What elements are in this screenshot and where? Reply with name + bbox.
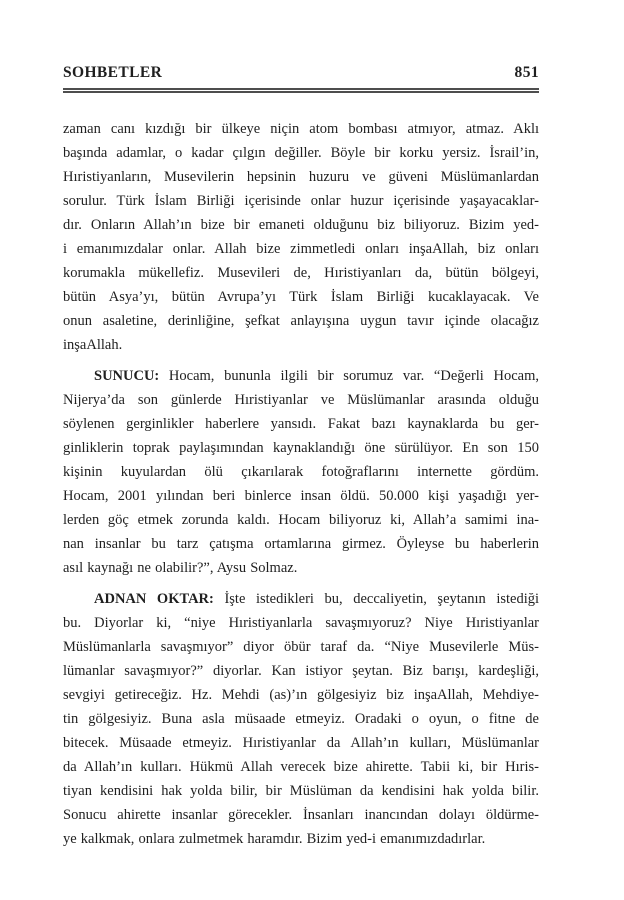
text-line xyxy=(63,364,539,388)
text-line: korumakla mükellefiz. Musevileri de, Hıristiyanları da, bütün bölgeyi, xyxy=(63,265,539,281)
text-line: Nijerya’da son günlerde Hıristiyanlar ve Müslümanlar arasında olduğu xyxy=(63,392,539,408)
text-line: ye kalkmak, onlara zulmetmek haramdır. Bizim yed-i emanımızdadırlar. xyxy=(63,831,486,847)
text-line: i emanımızdalar onlar. Allah bize zimmetledi onları inşaAllah, biz onları xyxy=(63,241,539,257)
text-line: bitecek. Müsaade etmeyiz. Hıristiyanlar da Allah’ın kulları, Müslümanlar xyxy=(63,735,539,751)
text-line: dır. Onların Allah’ın bize bir emaneti olduğunu biz biliyoruz. Bizim yed- xyxy=(63,217,539,233)
text-line: lerden göç etmek zorunda kaldı. Hocam biliyoruz ki, Allah’a samimi ina- xyxy=(63,512,539,528)
speaker-name: SUNUCU: xyxy=(94,368,160,384)
text-line: lümanlar savaşmıyor?” diyorlar. Kan istiyor şeytan. Biz barışı, kardeşliği, xyxy=(63,663,539,679)
text-line: inşaAllah. xyxy=(63,337,123,353)
page-number: 851 xyxy=(514,64,539,81)
text-line: kişinin kuyulardan ölü çıkarılarak fotoğraflarını internette gördüm. xyxy=(63,464,539,480)
text-line: Sonucu ahirette insanlar görecekler. İnsanları inancından dolayı öldürme- xyxy=(63,807,539,823)
text-line: asıl kaynağı ne olabilir?”, Aysu Solmaz. xyxy=(63,560,298,576)
text-line: ginliklerin toprak paylaşımından kaynaklandığı öne sürülüyor. En son 150 xyxy=(63,440,539,456)
text-line: bu. Diyorlar ki, “niye Hıristiyanlarla savaşmıyoruz? Niye Hıristiyanlar xyxy=(63,615,539,631)
running-header xyxy=(63,64,539,93)
text-line: Hıristiyanların, Musevilerin hepsinin huzuru ve güveni Müslümanlardan xyxy=(63,169,539,185)
paragraph-continuation xyxy=(63,117,539,357)
text-line: Hocam, 2001 yılından beri binlerce insan öldü. 50.000 kişi yaşadığı yer- xyxy=(63,488,539,504)
speaker-name: ADNAN OKTAR: xyxy=(94,591,214,607)
text-line: bütün Asya’yı, bütün Avrupa’yı Türk İslam Birliği kucaklayacak. Ve xyxy=(63,289,539,305)
text-line: sevgiyi getireceğiz. Hz. Mehdi (as)’ın gölgesiyiz biz inşaAllah, Mehdiye- xyxy=(63,687,539,703)
line-text: Hocam, bununla ilgili bir sorumuz var. “Değerli Hocam, xyxy=(168,368,539,384)
line-text: İşte istedikleri bu, deccaliyetin, şeytanın istediği xyxy=(224,591,540,607)
text-line: Müslümanlarla savaşmıyor” diyor öbür taraf da. “Niye Musevilerle Müs- xyxy=(63,639,539,655)
text-line: sorulur. Türk İslam Birliği içerisinde onlar huzur içerisinde yaşayacaklar- xyxy=(63,193,539,209)
text-line: zaman canı kızdığı bir ülkeye niçin atom bombası atmıyor, atmaz. Aklı xyxy=(63,121,539,137)
running-header-title: SOHBETLER xyxy=(63,64,163,81)
text-line: da Allah’ın kulları. Hükmü Allah verecek bize ahirette. Tabii ki, bir Hıris- xyxy=(63,759,539,775)
text-line: söylenen gerginlikler haberlere yansıdı. Fakat bazı kaynaklarda bu ger- xyxy=(63,416,539,432)
page-content xyxy=(63,64,539,851)
text-line: başında adamlar, o kadar çılgın değiller. Böyle bir korku yersiz. İsrail’in, xyxy=(63,145,539,161)
paragraph-adnan-oktar xyxy=(63,587,539,851)
text-line: nan insanlar bu tarz çatışma ortamlarına girmez. Öyleyse bu haberlerin xyxy=(63,536,539,552)
text-line: tin gölgesiyiz. Buna asla müsaade etmeyiz. Oradaki o oyun, o fitne de xyxy=(63,711,539,727)
text-line xyxy=(63,587,539,611)
text-line: onun asaletine, derinliğine, şefkat anlayışına uygun tavır içinde olacağız xyxy=(63,313,539,329)
text-line: tiyan kendisini hak yolda bilir, bir Müslüman da kendisini hak yolda bilir. xyxy=(63,783,539,799)
paragraph-sunucu xyxy=(63,364,539,580)
body-text xyxy=(63,117,539,851)
